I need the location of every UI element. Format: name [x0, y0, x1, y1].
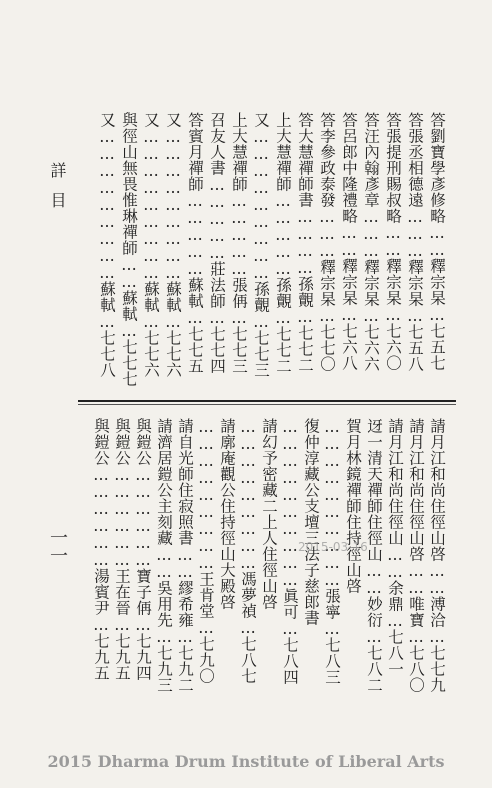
leader-dots: …	[407, 628, 425, 645]
entry-title: 請幻予密藏二上人住徑山啓	[260, 418, 278, 610]
entry-title: 上大慧禪師	[230, 112, 248, 192]
leader-dots: …	[92, 616, 110, 633]
entry-page: 七九五	[92, 633, 110, 681]
entry-author: 馮夢禎	[239, 571, 257, 619]
leader-dots: ………………………	[252, 128, 270, 281]
entry-title: 請月江和尚住徑山啓	[428, 418, 446, 562]
entry-title: 答張丞相德遠	[406, 112, 424, 208]
leader-dots: ………………	[113, 466, 131, 568]
toc-entry	[228, 112, 250, 390]
leader-dots: ……………	[230, 192, 248, 277]
leader-dots: ……	[340, 224, 358, 258]
leader-dots: ……	[428, 562, 446, 596]
entry-author: 湯賓尹	[92, 568, 110, 616]
entry-page: 七七〇	[318, 324, 336, 372]
entry-author: 孫覿	[274, 277, 292, 309]
toc-entry	[174, 418, 196, 700]
entry-title: 請自光師住寂照書	[176, 418, 194, 546]
toc-entry	[321, 418, 343, 700]
toc-entry	[153, 418, 175, 700]
entry-page: 七七九	[428, 645, 446, 693]
leader-dots: …	[340, 306, 358, 323]
entry-page: 七九五	[113, 633, 131, 681]
leader-dots: ………………………	[239, 418, 257, 571]
leader-dots: …	[155, 628, 173, 645]
leader-dots: ……………	[274, 192, 292, 277]
entry-page: 七七三	[230, 326, 248, 374]
entry-page: 七九三	[155, 645, 173, 693]
toc-entry	[294, 112, 316, 390]
toc-entry	[363, 418, 385, 700]
leader-dots: …	[318, 307, 336, 324]
leader-dots: …	[208, 309, 226, 326]
leader-dots: …	[274, 309, 292, 326]
entry-author: 釋宗杲	[384, 258, 402, 306]
toc-entry	[216, 418, 238, 700]
leader-dots: …	[197, 619, 215, 636]
toc-entry	[206, 112, 228, 390]
toc-entry	[404, 112, 426, 390]
leader-dots: ……	[386, 546, 404, 580]
entry-page: 七七六	[142, 330, 160, 378]
entry-page: 七九二	[176, 645, 194, 693]
leader-dots: ……………	[208, 176, 226, 261]
entry-page: 七六六	[362, 324, 380, 372]
toc-entry	[300, 418, 322, 700]
toc-entry	[426, 112, 448, 390]
divider-rule	[78, 400, 456, 402]
toc-entry	[250, 112, 272, 390]
entry-page: 七八七	[239, 636, 257, 684]
leader-dots: ……	[384, 224, 402, 258]
entry-title: 請月江和尚住徑山	[386, 418, 404, 546]
leader-dots: …	[186, 309, 204, 326]
leader-dots: ……	[365, 562, 383, 596]
leader-dots: …	[406, 307, 424, 324]
toc-entry	[96, 112, 118, 390]
leader-dots: ………	[318, 208, 336, 259]
entry-author: 釋宗杲	[406, 259, 424, 307]
leader-dots: …	[230, 309, 248, 326]
entry-author: 妙衍	[365, 596, 383, 628]
entry-author: 蘇軾	[186, 277, 204, 309]
entry-title: 答張提刑賜叔略	[384, 112, 402, 224]
entry-page: 七七四	[208, 326, 226, 374]
entry-title: 答大慧禪師書	[296, 112, 314, 208]
leader-dots: ………………………	[142, 128, 160, 281]
leader-dots: …	[164, 313, 182, 330]
leader-dots: ………………………	[197, 418, 215, 571]
entry-author: 孫覿	[296, 276, 314, 308]
leader-dots: ……	[120, 256, 138, 290]
entry-title: 請濟居鎧公主刻藏	[155, 418, 173, 546]
entry-page: 七八二	[365, 645, 383, 693]
entry-title: 答賓月禪師	[186, 112, 204, 192]
entry-page: 七五八	[406, 324, 424, 372]
entry-page: 七九〇	[197, 636, 215, 684]
leader-dots: ………………	[92, 466, 110, 568]
entry-title: 上大慧禪師	[274, 112, 292, 192]
entry-page: 七六八	[340, 323, 358, 371]
entry-page: 七七六	[164, 330, 182, 378]
leader-dots: …………	[296, 208, 314, 276]
entry-author: 蘇軾	[142, 281, 160, 313]
entry-page: 七七二	[274, 326, 292, 374]
section-header: 詳目	[48, 162, 67, 222]
leader-dots: …	[142, 313, 160, 330]
entry-title: 與鎧公	[113, 418, 131, 466]
leader-dots: ………	[406, 208, 424, 259]
date-stamp: 2015-03-16	[298, 540, 368, 554]
entry-author: 莊法師	[208, 261, 226, 309]
toc-entry	[405, 418, 427, 700]
entry-title: 與鎧公	[134, 418, 152, 466]
entry-title: 復仲淳藏公支壇三法子慈郎書	[302, 418, 320, 626]
entry-title: 又	[164, 112, 182, 128]
entry-author: 王在晉	[113, 568, 131, 616]
leader-dots: …	[296, 308, 314, 325]
leader-dots: …	[386, 612, 404, 629]
entry-page: 七八〇	[407, 645, 425, 693]
leader-dots: …	[113, 616, 131, 633]
leader-dots: …	[281, 620, 299, 637]
leader-dots: …	[362, 307, 380, 324]
entry-page: 七七八	[98, 330, 116, 378]
entry-author: 釋宗杲	[428, 258, 446, 306]
entry-page: 七五七	[428, 323, 446, 371]
leader-dots: …	[98, 313, 116, 330]
toc-entry	[279, 418, 301, 700]
toc-entry	[360, 112, 382, 390]
entry-author: 蘇軾	[98, 281, 116, 313]
entry-author: 余鼎	[386, 580, 404, 612]
entry-title: 又	[98, 112, 116, 128]
entry-author: 溥洽	[428, 596, 446, 628]
toc-entry	[426, 418, 448, 700]
toc-entry	[184, 112, 206, 390]
toc-entry	[258, 418, 280, 700]
toc-entry	[162, 112, 184, 390]
entry-page: 七七七	[120, 339, 138, 387]
entry-page: 七七五	[186, 326, 204, 374]
toc-entry	[382, 112, 404, 390]
leader-dots: ……	[428, 224, 446, 258]
leader-dots: …	[428, 628, 446, 645]
entry-title: 請廓庵觀公住持徑山大殿啓	[218, 418, 236, 610]
leader-dots: ……………	[186, 192, 204, 277]
entry-author: 寶子侢	[134, 568, 152, 616]
entry-page: 七七二	[296, 325, 314, 373]
toc-entry	[90, 418, 112, 700]
leader-dots: …	[176, 628, 194, 645]
entry-page: 七六〇	[384, 323, 402, 371]
entry-page: 七七三	[252, 330, 270, 378]
leader-dots: ……	[155, 546, 173, 580]
entry-author: 蘇軾	[164, 281, 182, 313]
entry-author: 孫覿	[252, 281, 270, 313]
entry-author: 王肯堂	[197, 571, 215, 619]
toc-entry	[111, 418, 133, 700]
entry-title: 答李參政泰發	[318, 112, 336, 208]
entry-title: 請月江和尚住徑山啓	[407, 418, 425, 562]
entry-title: 答呂郎中隆禮略	[340, 112, 358, 224]
entry-title: 又	[252, 112, 270, 128]
entry-author: 釋宗杲	[340, 258, 358, 306]
leader-dots: …	[120, 322, 138, 339]
entry-page: 七九四	[134, 633, 152, 681]
toc-entry	[132, 418, 154, 700]
entry-author: 繆希雍	[176, 580, 194, 628]
toc-entry	[342, 418, 364, 700]
entry-author: 唯寶	[407, 596, 425, 628]
entry-author: 蘇軾	[120, 290, 138, 322]
leader-dots: …	[239, 619, 257, 636]
leader-dots: …	[428, 306, 446, 323]
entry-author: 吳用先	[155, 580, 173, 628]
toc-entry	[384, 418, 406, 700]
divider-rule-thin	[78, 404, 456, 405]
leader-dots: …………………………	[281, 418, 299, 588]
toc-entry	[316, 112, 338, 390]
leader-dots: ………………………	[164, 128, 182, 281]
entry-title: 與鎧公	[92, 418, 110, 466]
leader-dots: …	[323, 620, 341, 637]
watermark-text: 2015 Dharma Drum Institute of Liberal Arts	[47, 752, 445, 771]
entry-title: 又	[142, 112, 160, 128]
entry-title: 賀月林鏡禪師住持徑山啓	[344, 418, 362, 594]
entry-title: 迓一清天禪師住徑山	[365, 418, 383, 562]
toc-entry	[118, 112, 140, 390]
entry-author: 釋宗杲	[362, 259, 380, 307]
entry-title: 答劉寶學彥修略	[428, 112, 446, 224]
toc-entry	[195, 418, 217, 700]
entry-author: 眞可	[281, 588, 299, 620]
leader-dots: …	[384, 306, 402, 323]
entry-author: 釋宗杲	[318, 259, 336, 307]
leader-dots: ……	[176, 546, 194, 580]
toc-entry	[140, 112, 162, 390]
page-number: 一一	[47, 528, 68, 564]
leader-dots: …	[252, 313, 270, 330]
leader-dots: ………………	[134, 466, 152, 568]
toc-entry	[338, 112, 360, 390]
entry-title: 答汪內翰彥章	[362, 112, 380, 208]
toc-entry	[272, 112, 294, 390]
toc-entry	[237, 418, 259, 700]
leader-dots: …	[134, 616, 152, 633]
entry-author: 張寧	[323, 588, 341, 620]
entry-page: 七八三	[323, 637, 341, 685]
entry-title: 與徑山無畏惟琳禪師	[120, 112, 138, 256]
entry-page: 七八四	[281, 637, 299, 685]
entry-author: 張侢	[230, 277, 248, 309]
leader-dots: …………………………	[323, 418, 341, 588]
leader-dots: ……	[407, 562, 425, 596]
leader-dots: ………………………	[98, 128, 116, 281]
leader-dots: …	[365, 628, 383, 645]
entry-page: 七八一	[386, 629, 404, 677]
leader-dots: ………	[362, 208, 380, 259]
entry-title: 召友人書	[208, 112, 226, 176]
